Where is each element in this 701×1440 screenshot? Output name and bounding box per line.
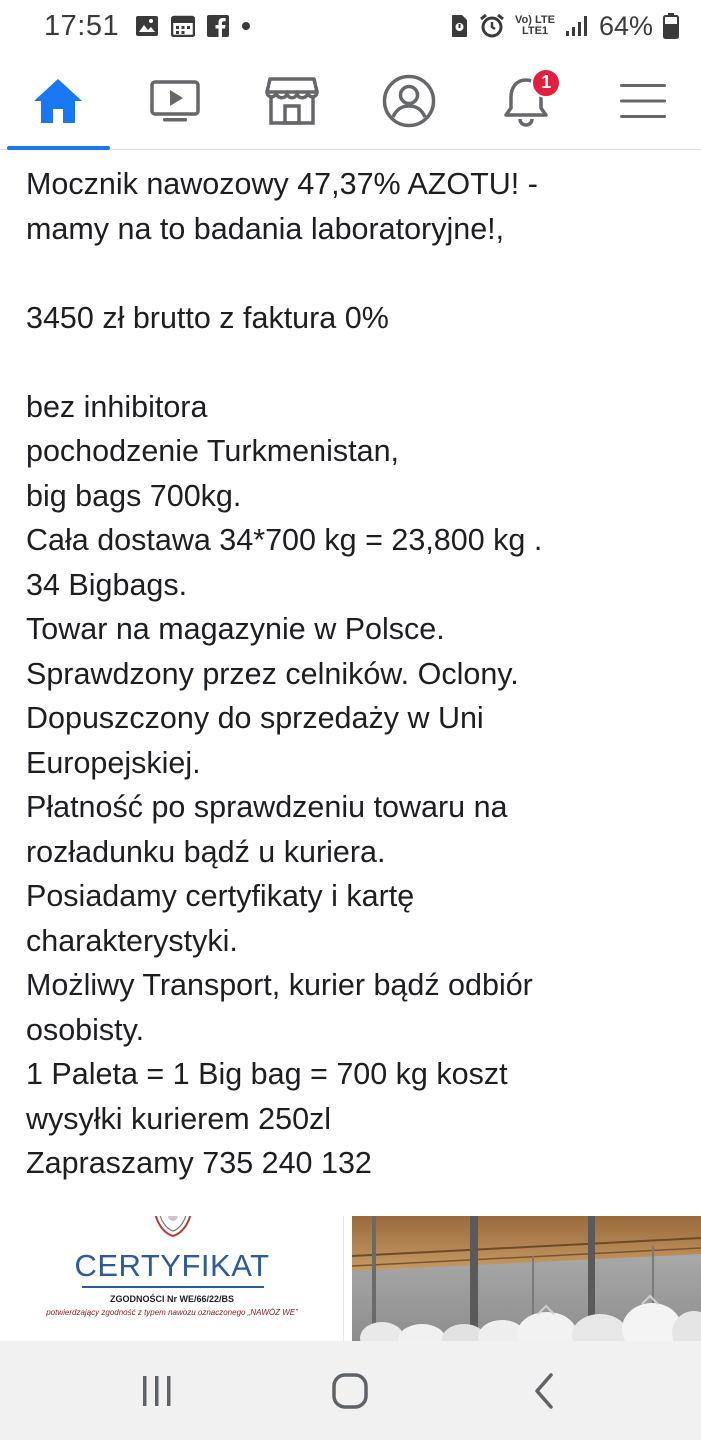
post-text-line: Możliwy Transport, kurier bądź odbiór xyxy=(26,968,533,1002)
post-text-line: Towar na magazynie w Polsce. xyxy=(26,612,445,646)
post-text-line: Cała dostawa 34*700 kg = 23,800 kg . xyxy=(26,523,543,557)
post-text-line: pochodzenie Turkmenistan, xyxy=(26,434,399,468)
post-text-line: mamy na to badania laboratoryjne!, xyxy=(26,211,505,246)
warehouse-photo[interactable] xyxy=(352,1216,701,1341)
recent-apps-button[interactable] xyxy=(97,1341,217,1440)
back-icon xyxy=(531,1372,557,1410)
certificate-number: ZGODNOŚCI Nr WE/66/22/BS xyxy=(109,1294,235,1304)
post-text-line: 34 Bigbags. xyxy=(26,567,188,602)
post-blank-line xyxy=(26,340,686,385)
post-text-line: osobisty. xyxy=(26,1012,145,1047)
battery-percent: 64% xyxy=(598,10,653,41)
sim-icon xyxy=(449,14,469,38)
marketplace-icon xyxy=(265,76,319,126)
certificate-caption: potwierdzający zgodność z typem nawozu oznaczonego „NAWÓZ WE” xyxy=(46,1308,298,1317)
status-bar xyxy=(0,0,701,52)
post-text-line: big bags 700kg. xyxy=(26,478,242,513)
tab-notifications[interactable] xyxy=(467,52,584,150)
post-text-line: Europejskiej. xyxy=(26,745,201,780)
tab-home[interactable] xyxy=(0,52,117,150)
signal-icon xyxy=(565,15,589,37)
post-text-line: 1 Paleta = 1 Big bag = 700 kg koszt xyxy=(26,1057,508,1091)
facebook-top-nav xyxy=(0,52,701,150)
status-system-icons xyxy=(449,11,679,42)
gallery-icon xyxy=(135,15,159,37)
post-text-line: 3450 zł brutto z faktura 0% xyxy=(26,300,389,335)
certificate-seal-icon xyxy=(150,1216,196,1238)
home-button[interactable] xyxy=(290,1341,410,1440)
lte-icon: Vo) LTE LTE1 xyxy=(515,14,555,37)
certificate-title: CERTYFIKAT xyxy=(74,1248,270,1283)
notification-badge: 1 xyxy=(531,68,561,98)
home-circle-icon xyxy=(330,1371,370,1411)
menu-hamburger-icon xyxy=(619,81,667,121)
post-text-line: bez inhibitora xyxy=(26,389,208,424)
post-text-line: rozładunku bądź u kuriera. xyxy=(26,834,386,869)
status-notification-icons xyxy=(135,15,251,37)
post-blank-line xyxy=(26,251,686,296)
tab-marketplace[interactable] xyxy=(234,52,351,150)
profile-icon xyxy=(382,74,436,128)
recent-apps-icon xyxy=(139,1374,175,1408)
alarm-icon xyxy=(479,13,505,39)
tab-menu[interactable] xyxy=(584,52,701,150)
certificate-photo[interactable] xyxy=(0,1216,344,1341)
status-time: 17:51 xyxy=(44,9,120,42)
certificate-divider xyxy=(82,1286,264,1288)
facebook-icon xyxy=(207,15,229,37)
tab-profile[interactable] xyxy=(350,52,467,150)
home-icon xyxy=(32,77,84,125)
post-text-line: Dopuszczony do sprzedaży w Uni xyxy=(26,701,484,735)
watch-video-icon xyxy=(149,77,201,125)
back-button[interactable] xyxy=(484,1341,604,1440)
android-navigation-bar xyxy=(0,1341,701,1440)
post-text-line: Mocznik nawozowy 47,37% AZOTU! - xyxy=(26,167,538,201)
battery-icon xyxy=(663,13,679,39)
post-text-line: Posiadamy certyfikaty i kartę xyxy=(26,879,415,913)
warehouse-bigbags-image xyxy=(352,1216,701,1341)
post-text-line: Sprawdzony przez celników. Oclony. xyxy=(26,656,519,691)
post-text xyxy=(26,162,686,1186)
post-text-line: charakterystyki. xyxy=(26,923,238,958)
post-photos xyxy=(0,1216,701,1341)
dot-icon xyxy=(241,21,251,31)
tab-watch[interactable] xyxy=(117,52,234,150)
post-text-line: wysyłki kurierem 250zl xyxy=(26,1101,332,1136)
post-text-line: Zapraszamy 735 240 132 xyxy=(26,1146,372,1180)
calendar-icon xyxy=(171,15,195,37)
post-text-line: Płatność po sprawdzeniu towaru na xyxy=(26,790,508,824)
